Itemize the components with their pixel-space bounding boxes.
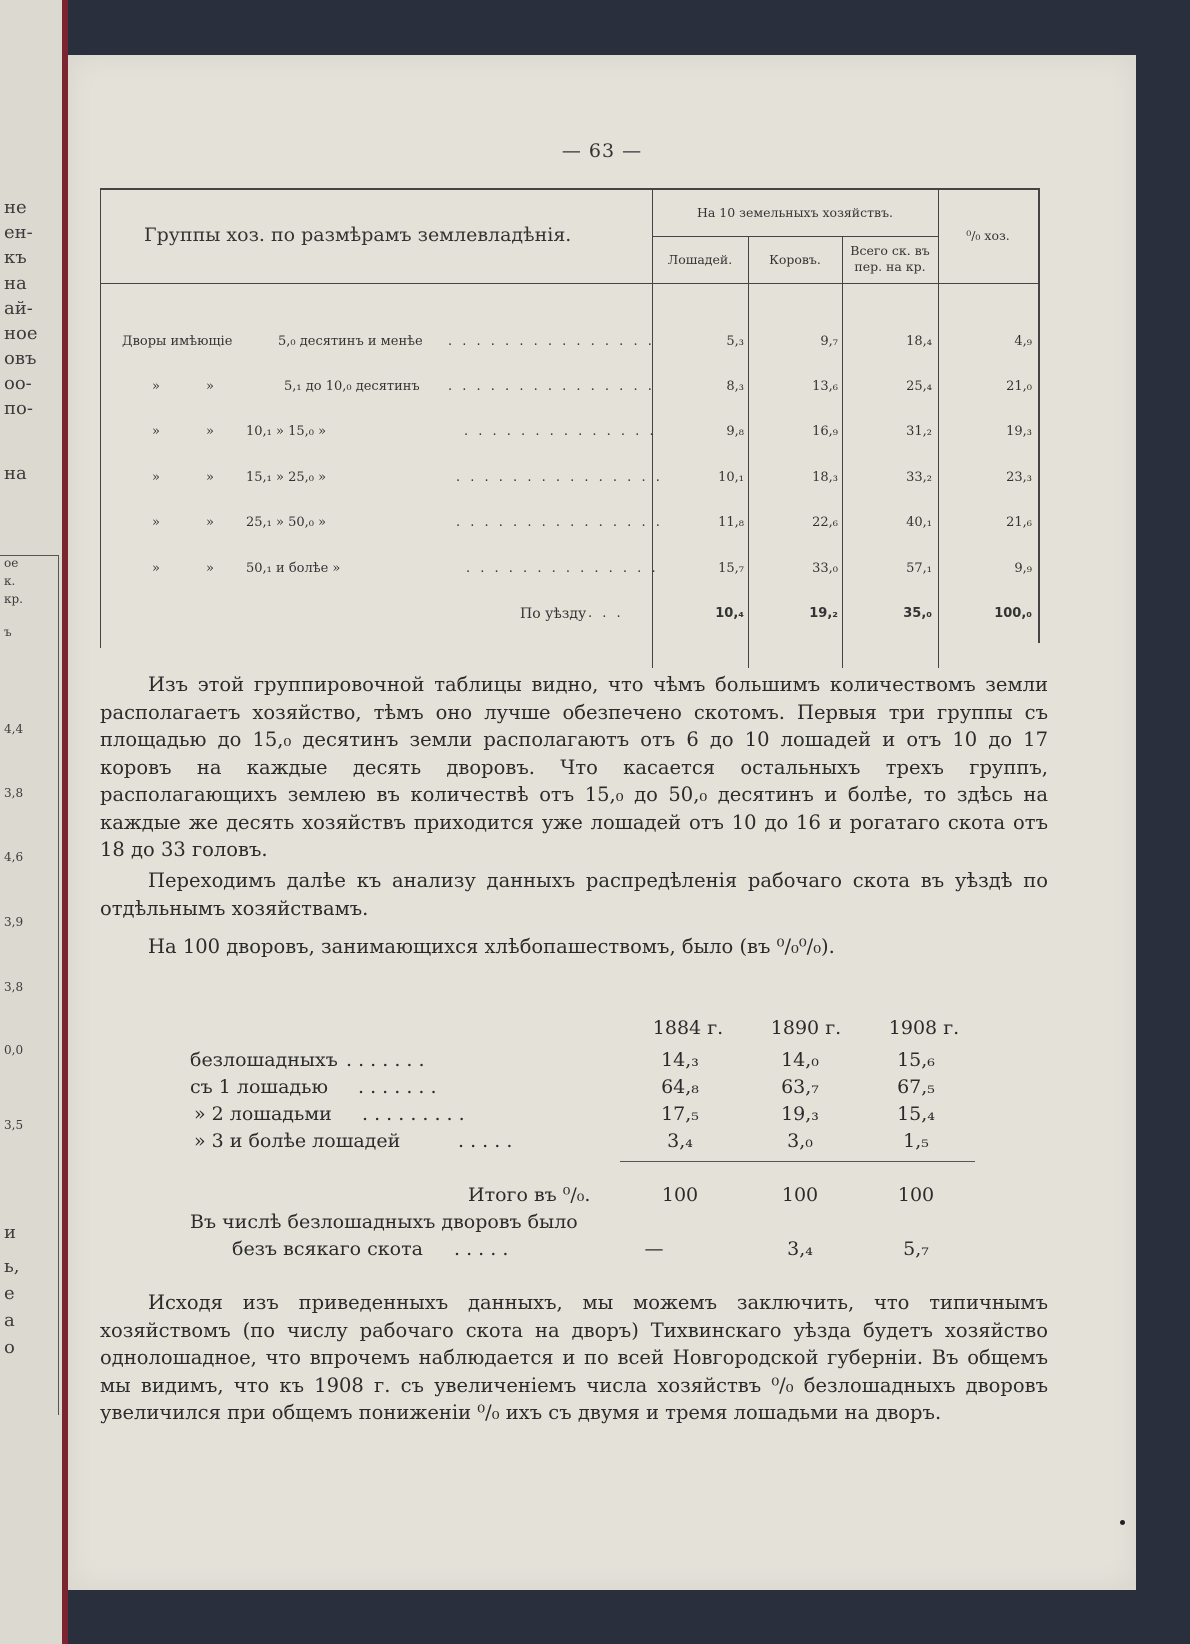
margin-fragment: оо- bbox=[4, 373, 32, 394]
column-rule bbox=[748, 236, 749, 668]
margin-fragment: ное bbox=[4, 323, 38, 344]
total-label: Итого въ ⁰/₀. bbox=[468, 1184, 591, 1206]
row-range: 5,₀ десятинъ и менѣе bbox=[278, 334, 423, 349]
leader-dots: . . . . . . . bbox=[358, 1076, 437, 1098]
margin-fragment: къ bbox=[4, 247, 27, 268]
total-header-line1: Всего ск. въ bbox=[850, 243, 930, 258]
stats-value: 67,₅ bbox=[897, 1076, 935, 1098]
note-value: — bbox=[644, 1238, 664, 1260]
row-ditto: » bbox=[152, 424, 160, 439]
stats-value: 14,₃ bbox=[661, 1049, 699, 1071]
margin-fragment: 4,4 bbox=[4, 722, 24, 736]
total-value: 31,₂ bbox=[906, 424, 932, 439]
landholding-table bbox=[100, 188, 1040, 668]
stats-value: 1,₅ bbox=[903, 1130, 929, 1152]
cows-value: 22,₆ bbox=[812, 515, 838, 530]
cows-total: 19,₂ bbox=[809, 606, 838, 621]
row-ditto: » bbox=[206, 561, 214, 576]
percent-total: 100,₀ bbox=[994, 606, 1032, 621]
margin-fragment: на bbox=[4, 463, 27, 484]
stats-value: 17,₅ bbox=[661, 1103, 699, 1125]
paper-speck bbox=[1120, 1520, 1125, 1525]
table-header-rule bbox=[100, 283, 1040, 284]
stats-value: 15,₆ bbox=[897, 1049, 935, 1071]
leader-dots: . . . . . bbox=[458, 1130, 513, 1152]
adjacent-page-edge bbox=[0, 0, 64, 1644]
note-value: 5,₇ bbox=[903, 1238, 929, 1260]
leader-dots: . . . . . . . . . . . . . . . bbox=[456, 515, 663, 530]
row-ditto: » bbox=[152, 470, 160, 485]
row-range: 50,₁ и болѣе » bbox=[246, 561, 341, 576]
leader-dots: . . . . . bbox=[454, 1238, 509, 1260]
leader-dots: . . . . . . . . . . . . . . bbox=[464, 424, 657, 439]
total-value: 33,₂ bbox=[906, 470, 932, 485]
percent-value: 23,₃ bbox=[1006, 470, 1032, 485]
row-ditto: » bbox=[152, 561, 160, 576]
margin-fragment: ай- bbox=[4, 298, 33, 319]
percent-value: 21,₀ bbox=[1006, 379, 1032, 394]
margin-fragment: е bbox=[4, 1283, 15, 1304]
row-ditto: » bbox=[152, 515, 160, 530]
horses-value: 5,₃ bbox=[726, 334, 744, 349]
horses-total: 10,₄ bbox=[715, 606, 744, 621]
margin-fragment: ъ bbox=[4, 625, 12, 639]
margin-fragment: 3,5 bbox=[4, 1118, 24, 1132]
percent-value: 4,₉ bbox=[1014, 334, 1032, 349]
row-label: Дворы имѣющіе bbox=[122, 334, 233, 349]
leader-dots: . . . . . . . . . . . . . . bbox=[466, 561, 659, 576]
percent-value: 19,₃ bbox=[1006, 424, 1032, 439]
leader-dots: . . . . . . . . . . . . . . . bbox=[448, 379, 655, 394]
percent-value: 21,₆ bbox=[1006, 515, 1032, 530]
margin-fragment: по- bbox=[4, 398, 33, 419]
sum-rule bbox=[620, 1161, 975, 1162]
paragraph-4: Исходя изъ приведенныхъ данныхъ, мы можемъ заключить, что типичнымъ хозяйствомъ (по числу рабочаго скота на дворъ) Тихвинскаго уѣзда будетъ хозяйство однолошадное, что впрочемъ наблюдается и по всей Новгородской губерніи. Въ общемъ мы видимъ, что къ 1908 г. съ увеличеніемъ числа хозяйствъ ⁰/₀ безлошадныхъ дворовъ увеличился при общемъ пониженіи ⁰/₀ ихъ съ двумя и тремя лошадьми на дворъ. bbox=[100, 1291, 1048, 1424]
total-header-line2: пер. на кр. bbox=[854, 259, 926, 274]
margin-fragment: ен- bbox=[4, 222, 33, 243]
note-line-1: Въ числѣ безлошадныхъ дворовъ было bbox=[190, 1211, 578, 1233]
subheader-rule bbox=[652, 236, 938, 237]
margin-fragment: не bbox=[4, 197, 27, 218]
percent-header: ⁰/₀ хоз. bbox=[966, 228, 1010, 243]
horses-value: 11,₈ bbox=[718, 515, 744, 530]
margin-rule bbox=[58, 555, 59, 1415]
leader-dots: . . . . . . . . . . . . . . . bbox=[456, 470, 663, 485]
total-value: 25,₄ bbox=[906, 379, 932, 394]
total-value: 57,₁ bbox=[906, 561, 932, 576]
paragraph-2: Переходимъ далѣе къ анализу данныхъ распредѣленія рабочаго скота въ уѣздѣ по отдѣльнымъ хозяйствамъ. bbox=[100, 869, 1048, 920]
margin-fragment: 3,8 bbox=[4, 786, 24, 800]
cows-value: 18,₃ bbox=[812, 470, 838, 485]
horses-value: 9,₈ bbox=[726, 424, 744, 439]
total-value: 40,₁ bbox=[906, 515, 932, 530]
margin-fragment: овъ bbox=[4, 348, 37, 369]
stats-value: 19,₃ bbox=[781, 1103, 819, 1125]
stats-row-label: » 2 лошадьми bbox=[194, 1103, 332, 1125]
cows-value: 9,₇ bbox=[820, 334, 838, 349]
table-left-rule bbox=[100, 188, 101, 648]
margin-fragment: ь, bbox=[4, 1256, 20, 1277]
note-line-2: безъ всякаго скота bbox=[232, 1238, 423, 1260]
note-value: 3,₄ bbox=[787, 1238, 813, 1260]
paragraph-3: На 100 дворовъ, занимающихся хлѣбопашествомъ, было (въ ⁰/₀⁰/₀). bbox=[148, 935, 835, 958]
year-header: 1890 г. bbox=[770, 1017, 842, 1039]
cows-value: 13,₆ bbox=[812, 379, 838, 394]
stats-row-label: съ 1 лошадью bbox=[190, 1076, 328, 1098]
margin-fragment: к. bbox=[4, 574, 16, 588]
horses-header: Лошадей. bbox=[667, 252, 733, 267]
row-ditto: » bbox=[206, 379, 214, 394]
row-range: 5,₁ до 10,₀ десятинъ bbox=[284, 379, 420, 394]
leader-dots: . . . . . . . . . bbox=[362, 1103, 465, 1125]
margin-fragment: кр. bbox=[4, 592, 23, 606]
table-right-rule bbox=[1038, 188, 1040, 643]
row-range: 15,₁ » 25,₀ » bbox=[246, 470, 327, 485]
leader-dots: . . . . . . . . . . . . . . . bbox=[448, 334, 655, 349]
total-total: 35,₀ bbox=[903, 606, 932, 621]
leader-dots: . . . bbox=[588, 606, 624, 621]
stats-value: 63,₇ bbox=[781, 1076, 819, 1098]
horse-ownership-stats bbox=[100, 1015, 1048, 1295]
margin-fragment: ое bbox=[4, 556, 19, 570]
row-ditto: » bbox=[152, 379, 160, 394]
stats-row-label: безлошадныхъ bbox=[190, 1049, 338, 1071]
row-ditto: » bbox=[206, 515, 214, 530]
total-value: 100 bbox=[781, 1184, 819, 1206]
horses-value: 10,₁ bbox=[718, 470, 744, 485]
margin-fragment: 3,9 bbox=[4, 915, 24, 929]
stats-value: 3,₀ bbox=[787, 1130, 813, 1152]
margin-fragment: а bbox=[4, 1310, 15, 1331]
stats-value: 3,₄ bbox=[667, 1130, 693, 1152]
percent-value: 9,₉ bbox=[1014, 561, 1032, 576]
horses-value: 15,₇ bbox=[718, 561, 744, 576]
total-value: 18,₄ bbox=[906, 334, 932, 349]
year-header: 1884 г. bbox=[652, 1017, 724, 1039]
book-page bbox=[68, 55, 1136, 1590]
cows-value: 33,₀ bbox=[812, 561, 838, 576]
cows-value: 16,₉ bbox=[812, 424, 838, 439]
stats-value: 64,₈ bbox=[661, 1076, 699, 1098]
column-rule bbox=[938, 188, 939, 668]
table-top-rule bbox=[100, 188, 1040, 190]
cows-header: Коровъ. bbox=[769, 252, 821, 267]
total-row-label: По уѣзду bbox=[520, 606, 587, 622]
margin-fragment: о bbox=[4, 1337, 15, 1358]
leader-dots: . . . . . . . bbox=[346, 1049, 425, 1071]
row-ditto: » bbox=[206, 470, 214, 485]
year-header: 1908 г. bbox=[888, 1017, 960, 1039]
margin-fragment: на bbox=[4, 273, 27, 294]
total-value: 100 bbox=[661, 1184, 699, 1206]
page-number: — 63 — bbox=[561, 140, 643, 162]
margin-fragment: 3,8 bbox=[4, 980, 24, 994]
stats-value: 14,₀ bbox=[781, 1049, 819, 1071]
group-header: Группы хоз. по размѣрамъ землевладѣнія. bbox=[144, 224, 572, 246]
stats-row-label: » 3 и болѣе лошадей bbox=[194, 1130, 401, 1152]
row-ditto: » bbox=[206, 424, 214, 439]
total-value: 100 bbox=[897, 1184, 935, 1206]
margin-fragment: 0,0 bbox=[4, 1043, 24, 1057]
column-rule bbox=[842, 236, 843, 668]
margin-fragment: 4,6 bbox=[4, 850, 24, 864]
row-range: 10,₁ » 15,₀ » bbox=[246, 424, 327, 439]
margin-fragment: и bbox=[4, 1222, 16, 1243]
stats-value: 15,₄ bbox=[897, 1103, 935, 1125]
horses-value: 8,₃ bbox=[726, 379, 744, 394]
row-range: 25,₁ » 50,₀ » bbox=[246, 515, 327, 530]
per10-header: На 10 земельныхъ хозяйствъ. bbox=[696, 205, 894, 220]
paragraph-1: Изъ этой группировочной таблицы видно, что чѣмъ большимъ количествомъ земли располагаетъ хозяйство, тѣмъ оно лучше обезпечено скотомъ. Первыя три группы съ площадью до 15,₀ десятинъ земли располагаютъ отъ 6 до 10 лошадей и отъ 10 до 17 коровъ на каждые десять дворовъ. Что касается остальныхъ трехъ группъ, располагающихъ землею въ количествѣ отъ 15,₀ до 50,₀ десятинъ и болѣе, то здѣсь на каждые же десять хозяйствъ приходится уже лошадей отъ 10 до 16 и рогатаго скота отъ 18 до 33 головъ. bbox=[100, 673, 1048, 861]
